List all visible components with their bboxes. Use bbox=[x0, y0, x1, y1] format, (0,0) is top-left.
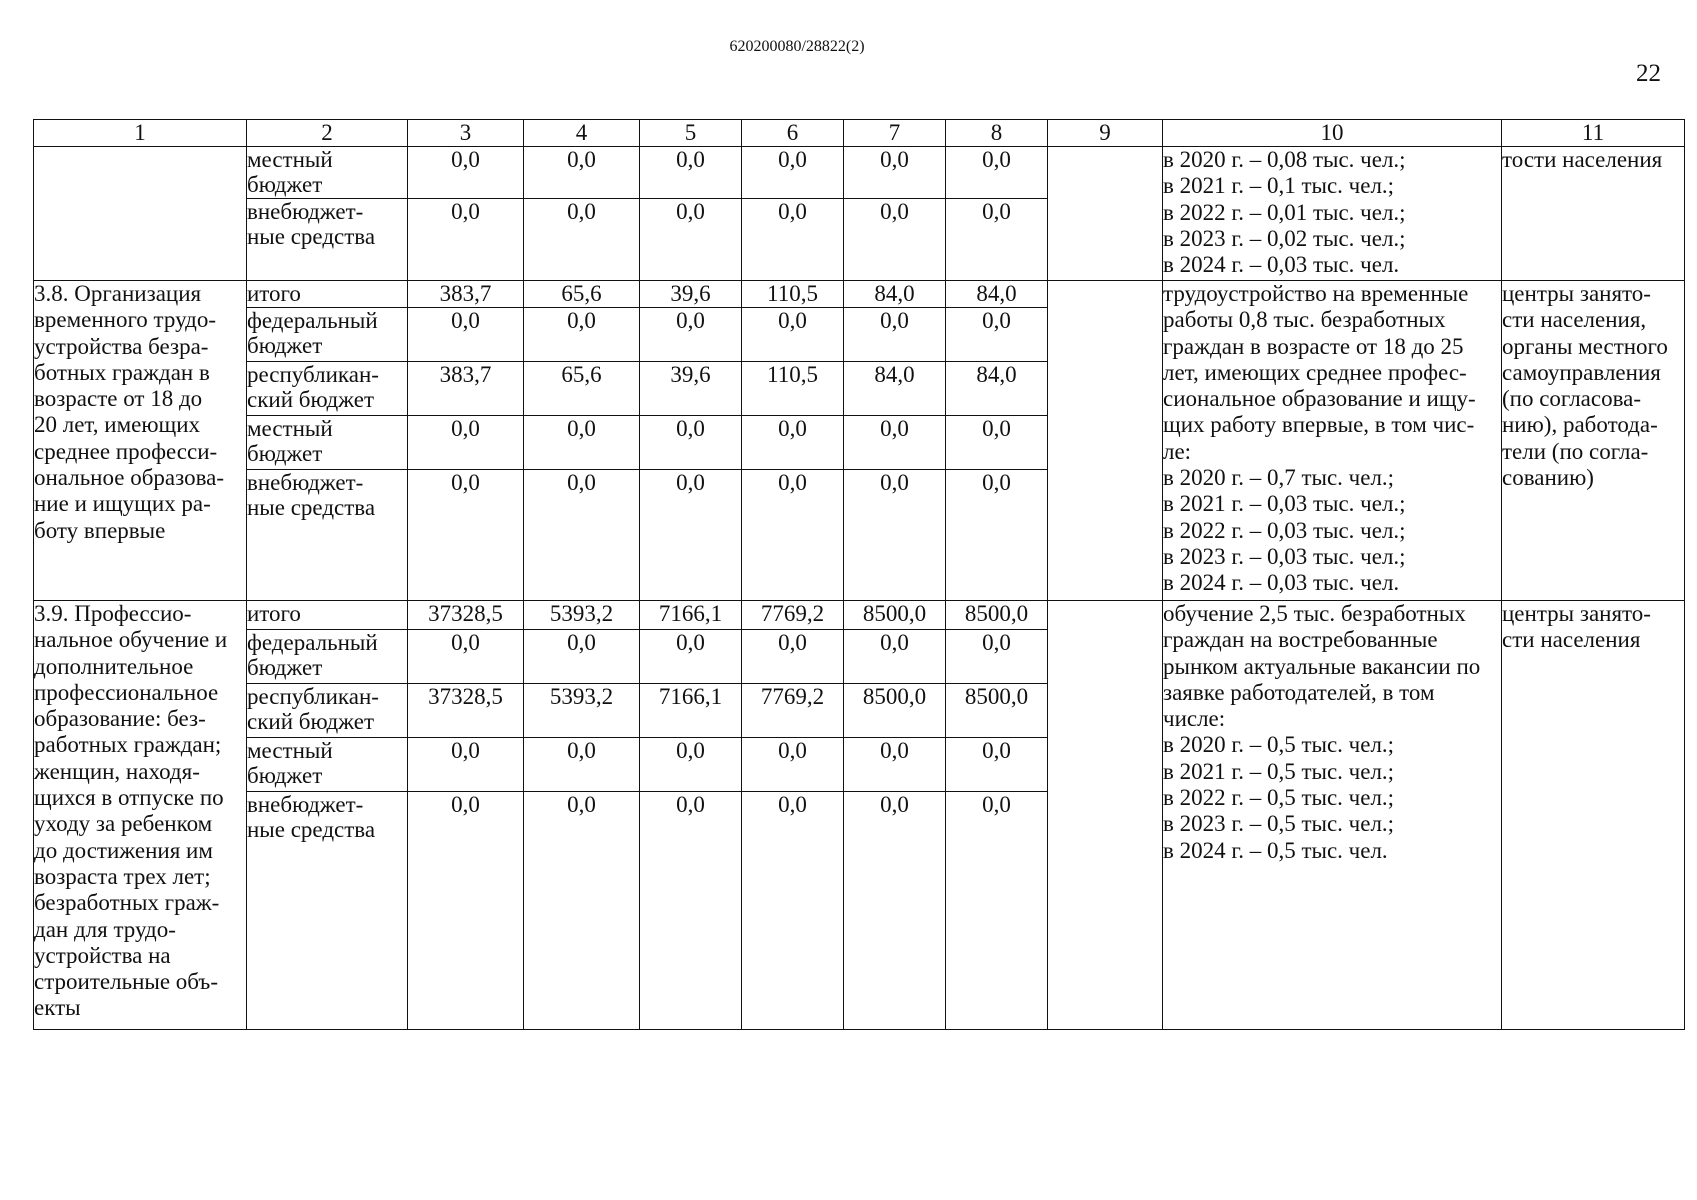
amount-cell: 0,0 bbox=[844, 630, 946, 684]
amount-cell: 65,6 bbox=[524, 281, 640, 308]
column-number-header: 2 bbox=[247, 120, 408, 147]
empty-cell bbox=[1048, 147, 1163, 281]
amount-cell: 0,0 bbox=[524, 630, 640, 684]
amount-cell: 0,0 bbox=[742, 147, 844, 199]
document-code: 620200080/28822(2) bbox=[729, 38, 865, 55]
amount-cell: 0,0 bbox=[946, 147, 1048, 199]
amount-cell: 84,0 bbox=[946, 362, 1048, 416]
column-number-header: 11 bbox=[1502, 120, 1685, 147]
amount-cell: 0,0 bbox=[946, 738, 1048, 792]
amount-cell: 7166,1 bbox=[640, 684, 742, 738]
amount-cell: 0,0 bbox=[946, 792, 1048, 1030]
column-numbers-row bbox=[34, 120, 1685, 147]
amount-cell: 84,0 bbox=[946, 281, 1048, 308]
table-row bbox=[34, 601, 1685, 630]
funding-source: внебюджет- ные средства bbox=[247, 470, 408, 601]
amount-cell: 110,5 bbox=[742, 362, 844, 416]
amount-cell: 0,0 bbox=[946, 308, 1048, 362]
executors: центры занято- сти населения, органы местного самоуправления (по согласова- нию), работода- тели (по согла- сованию) bbox=[1502, 281, 1685, 601]
amount-cell: 84,0 bbox=[844, 362, 946, 416]
amount-cell: 0,0 bbox=[844, 308, 946, 362]
amount-cell: 84,0 bbox=[844, 281, 946, 308]
funding-source: местный бюджет bbox=[247, 738, 408, 792]
funding-source: итого bbox=[247, 601, 408, 630]
amount-cell: 0,0 bbox=[742, 199, 844, 281]
expected-result: трудоустройство на временные работы 0,8 тыс. безработных граждан в возрасте от 18 до 25 лет, имеющих среднее профес- сиональное образование и ищу- щих работу впервые, в том чис- ле: в 2020 г. – 0,7 тыс. чел.; в 2021 г. – 0,03 тыс. чел.; в 2022 г. – 0,03 тыс. чел.; в 2023 г. – 0,03 тыс. чел.; в 2024 г. – 0,03 тыс. чел. bbox=[1163, 281, 1502, 601]
amount-cell: 0,0 bbox=[408, 792, 524, 1030]
empty-cell bbox=[1048, 281, 1163, 601]
amount-cell: 5393,2 bbox=[524, 684, 640, 738]
executors: тости населения bbox=[1502, 147, 1685, 281]
funding-source: итого bbox=[247, 281, 408, 308]
funding-source: местный бюджет bbox=[247, 147, 408, 199]
amount-cell: 5393,2 bbox=[524, 601, 640, 630]
table-row bbox=[34, 147, 1685, 199]
amount-cell: 0,0 bbox=[524, 738, 640, 792]
funding-source: внебюджет- ные средства bbox=[247, 792, 408, 1030]
amount-cell: 8500,0 bbox=[946, 601, 1048, 630]
amount-cell: 39,6 bbox=[640, 281, 742, 308]
amount-cell: 0,0 bbox=[742, 792, 844, 1030]
amount-cell: 0,0 bbox=[946, 416, 1048, 470]
funding-source: республикан- ский бюджет bbox=[247, 684, 408, 738]
amount-cell: 0,0 bbox=[640, 147, 742, 199]
amount-cell: 0,0 bbox=[742, 738, 844, 792]
amount-cell: 0,0 bbox=[742, 470, 844, 601]
amount-cell: 0,0 bbox=[524, 308, 640, 362]
amount-cell: 0,0 bbox=[844, 792, 946, 1030]
amount-cell: 7166,1 bbox=[640, 601, 742, 630]
amount-cell: 0,0 bbox=[640, 630, 742, 684]
funding-source: местный бюджет bbox=[247, 416, 408, 470]
amount-cell: 0,0 bbox=[408, 308, 524, 362]
column-number-header: 5 bbox=[640, 120, 742, 147]
amount-cell: 0,0 bbox=[946, 199, 1048, 281]
amount-cell: 0,0 bbox=[640, 792, 742, 1030]
amount-cell: 0,0 bbox=[408, 199, 524, 281]
program-table bbox=[33, 119, 1685, 1030]
amount-cell: 0,0 bbox=[408, 147, 524, 199]
amount-cell: 0,0 bbox=[524, 199, 640, 281]
amount-cell: 0,0 bbox=[946, 630, 1048, 684]
column-number-header: 4 bbox=[524, 120, 640, 147]
amount-cell: 0,0 bbox=[640, 416, 742, 470]
amount-cell: 0,0 bbox=[844, 416, 946, 470]
amount-cell: 0,0 bbox=[524, 147, 640, 199]
amount-cell: 0,0 bbox=[640, 470, 742, 601]
amount-cell: 37328,5 bbox=[408, 684, 524, 738]
amount-cell: 8500,0 bbox=[844, 684, 946, 738]
amount-cell: 383,7 bbox=[408, 281, 524, 308]
column-number-header: 6 bbox=[742, 120, 844, 147]
amount-cell: 383,7 bbox=[408, 362, 524, 416]
amount-cell: 65,6 bbox=[524, 362, 640, 416]
funding-source: федеральный бюджет bbox=[247, 308, 408, 362]
empty-cell bbox=[1048, 601, 1163, 1030]
amount-cell: 37328,5 bbox=[408, 601, 524, 630]
measure-cell: 3.8. Организация временного трудо- устройства безра- ботных граждан в возрасте от 18 до 20 лет, имеющих среднее професси- ональное образова- ние и ищущих ра- боту впервые bbox=[34, 281, 247, 601]
amount-cell: 0,0 bbox=[640, 738, 742, 792]
amount-cell: 39,6 bbox=[640, 362, 742, 416]
amount-cell: 0,0 bbox=[844, 199, 946, 281]
table-row bbox=[34, 281, 1685, 308]
column-number-header: 9 bbox=[1048, 120, 1163, 147]
amount-cell: 0,0 bbox=[408, 470, 524, 601]
executors: центры занято- сти населения bbox=[1502, 601, 1685, 1030]
amount-cell: 0,0 bbox=[640, 308, 742, 362]
column-number-header: 1 bbox=[34, 120, 247, 147]
amount-cell: 0,0 bbox=[408, 738, 524, 792]
amount-cell: 0,0 bbox=[524, 470, 640, 601]
measure-cell: 3.9. Профессио- нальное обучение и дополнительное профессиональное образование: без- работных граждан; женщин, находя- щихся в отпуске по уходу за ребенком до достижения им возраста трех лет; безработных граж- дан для трудо- устройства на строительные объ- екты bbox=[34, 601, 247, 1030]
column-number-header: 3 bbox=[408, 120, 524, 147]
amount-cell: 0,0 bbox=[742, 416, 844, 470]
amount-cell: 0,0 bbox=[742, 630, 844, 684]
funding-source: внебюджет- ные средства bbox=[247, 199, 408, 281]
amount-cell: 7769,2 bbox=[742, 601, 844, 630]
amount-cell: 0,0 bbox=[946, 470, 1048, 601]
measure-cell bbox=[34, 147, 247, 281]
amount-cell: 8500,0 bbox=[946, 684, 1048, 738]
amount-cell: 0,0 bbox=[640, 199, 742, 281]
amount-cell: 0,0 bbox=[844, 738, 946, 792]
page-number: 22 bbox=[1636, 60, 1661, 87]
column-number-header: 10 bbox=[1163, 120, 1502, 147]
amount-cell: 8500,0 bbox=[844, 601, 946, 630]
expected-result: обучение 2,5 тыс. безработных граждан на востребованные рынком актуальные вакансии по заявке работодателей, в том числе: в 2020 г. – 0,5 тыс. чел.; в 2021 г. – 0,5 тыс. чел.; в 2022 г. – 0,5 тыс. чел.; в 2023 г. – 0,5 тыс. чел.; в 2024 г. – 0,5 тыс. чел. bbox=[1163, 601, 1502, 1030]
amount-cell: 0,0 bbox=[408, 630, 524, 684]
column-number-header: 8 bbox=[946, 120, 1048, 147]
amount-cell: 0,0 bbox=[524, 792, 640, 1030]
funding-source: республикан- ский бюджет bbox=[247, 362, 408, 416]
expected-result: в 2020 г. – 0,08 тыс. чел.; в 2021 г. – 0,1 тыс. чел.; в 2022 г. – 0,01 тыс. чел.; в 2023 г. – 0,02 тыс. чел.; в 2024 г. – 0,03 тыс. чел. bbox=[1163, 147, 1502, 281]
amount-cell: 7769,2 bbox=[742, 684, 844, 738]
amount-cell: 110,5 bbox=[742, 281, 844, 308]
column-number-header: 7 bbox=[844, 120, 946, 147]
amount-cell: 0,0 bbox=[524, 416, 640, 470]
funding-source: федеральный бюджет bbox=[247, 630, 408, 684]
amount-cell: 0,0 bbox=[408, 416, 524, 470]
amount-cell: 0,0 bbox=[844, 147, 946, 199]
amount-cell: 0,0 bbox=[844, 470, 946, 601]
amount-cell: 0,0 bbox=[742, 308, 844, 362]
